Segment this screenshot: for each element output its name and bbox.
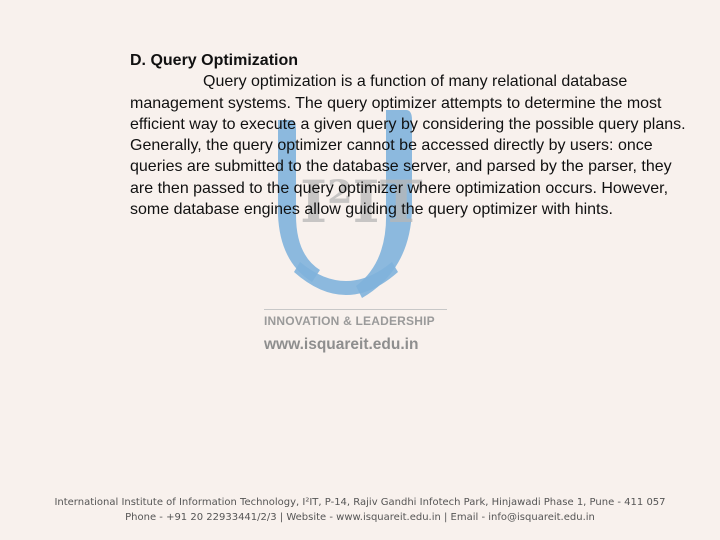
footer-contact: Phone - +91 20 22933441/2/3 | Website - www.isquareit.edu.in | Email - info@isquareit.edu.in bbox=[125, 512, 595, 523]
footer-address: International Institute of Information Technology, I²IT, P-14, Rajiv Gandhi Infotech Park, Hinjawadi Phase 1, Pune - 411 057 bbox=[54, 497, 666, 508]
logo-rule bbox=[264, 309, 447, 310]
logo-letters: I²IT bbox=[300, 168, 423, 236]
footer bbox=[0, 495, 720, 525]
paragraph-usage: Generally, the query optimizer cannot be accessed directly by users: once queries are submitted to the database server, and parsed by the parser, they are then passed to the query optimizer where optimization occurs. However, some database engines allow guiding the query optimizer with hints. bbox=[130, 137, 672, 219]
paragraph-definition: Query optimization is a function of many relational database management systems. The query optimizer attempts to determine the most efficient way to execute a given query by considering the possible query plans. bbox=[130, 73, 686, 133]
logo-tagline: INNOVATION & LEADERSHIP bbox=[264, 314, 435, 328]
slide-content bbox=[130, 50, 690, 220]
logo-url: www.isquareit.edu.in bbox=[264, 336, 419, 353]
section-heading: D. Query Optimization bbox=[130, 52, 299, 69]
